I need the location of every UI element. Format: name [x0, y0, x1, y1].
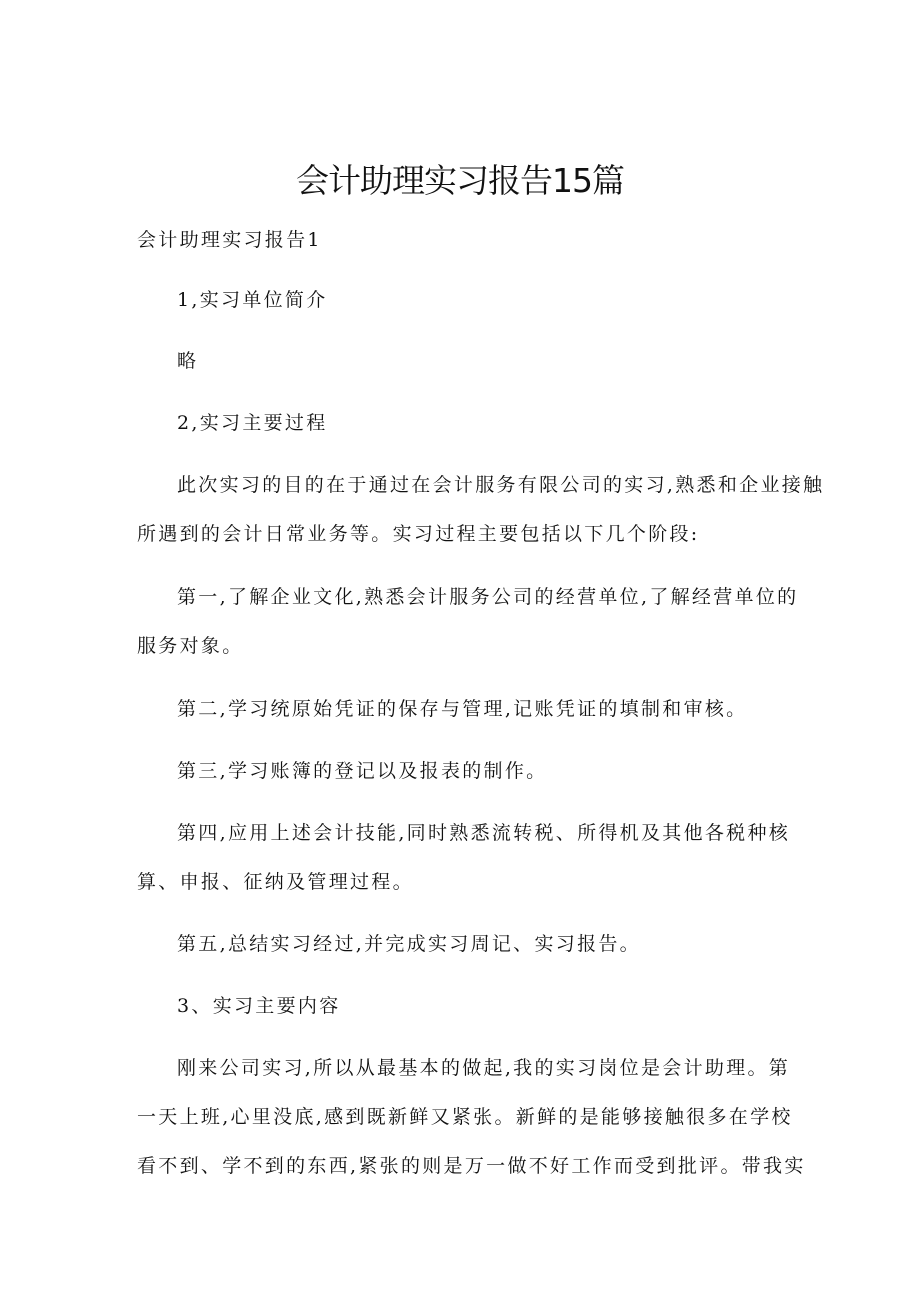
paragraph-stage-4-line-2: 算、申报、征纳及管理过程。 [137, 871, 414, 893]
document-title: 会计助理实习报告15篇 [296, 161, 624, 200]
section-body-omitted: 略 [177, 350, 199, 372]
section-heading-process: 2,实习主要过程 [177, 412, 328, 434]
section-heading-unit-intro: 1,实习单位简介 [177, 289, 328, 311]
paragraph-stage-1-line-1: 第一,了解企业文化,熟悉会计服务公司的经营单位,了解经营单位的 [177, 586, 799, 608]
section-heading-content: 3、实习主要内容 [177, 995, 341, 1017]
paragraph-stage-2: 第二,学习统原始凭证的保存与管理,记账凭证的填制和审核。 [177, 698, 748, 720]
paragraph-content-line-1: 刚来公司实习,所以从最基本的做起,我的实习岗位是会计助理。第 [177, 1057, 791, 1079]
paragraph-purpose-line-1: 此次实习的目的在于通过在会计服务有限公司的实习,熟悉和企业接触 [177, 474, 825, 496]
paragraph-stage-4-line-1: 第四,应用上述会计技能,同时熟悉流转税、所得机及其他各税种核 [177, 822, 791, 844]
paragraph-content-line-2: 一天上班,心里没底,感到既新鲜又紧张。新鲜的是能够接触很多在学校 [137, 1106, 793, 1128]
paragraph-stage-5: 第五,总结实习经过,并完成实习周记、实习报告。 [177, 933, 641, 955]
paragraph-stage-3: 第三,学习账簿的登记以及报表的制作。 [177, 760, 548, 782]
paragraph-stage-1-line-2: 服务对象。 [137, 635, 244, 657]
paragraph-content-line-3: 看不到、学不到的东西,紧张的则是万一做不好工作而受到批评。带我实 [137, 1155, 806, 1177]
paragraph-purpose-line-2: 所遇到的会计日常业务等。实习过程主要包括以下几个阶段: [137, 523, 700, 545]
report-subtitle: 会计助理实习报告1 [137, 229, 322, 251]
